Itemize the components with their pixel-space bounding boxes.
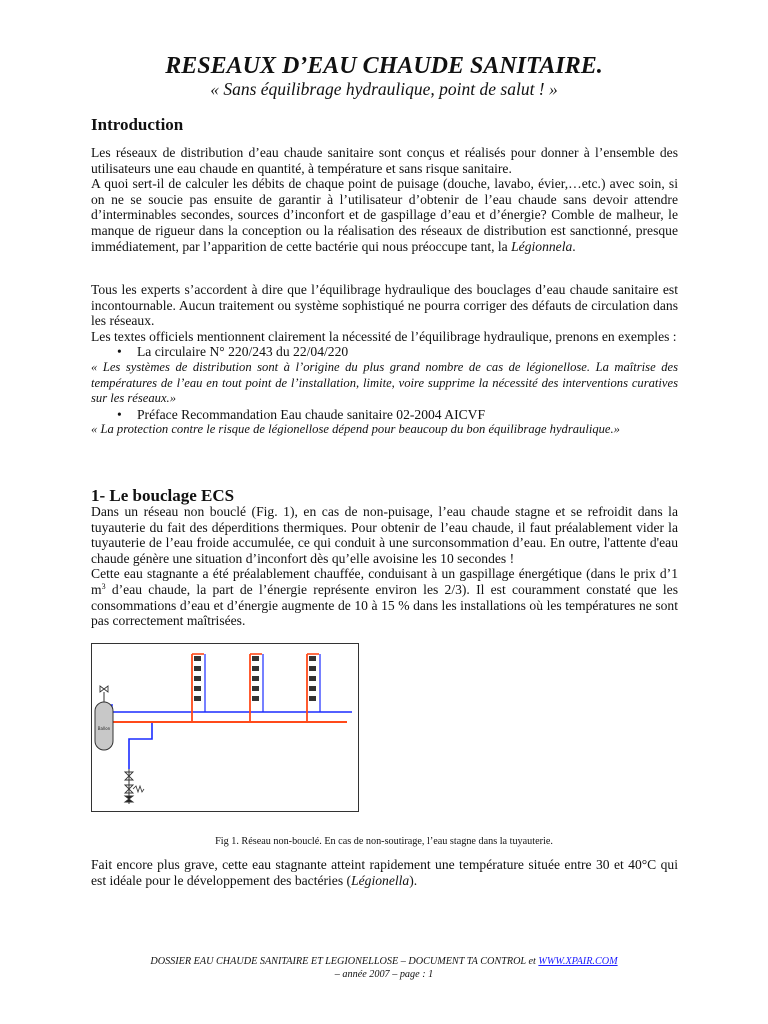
section1-paragraph-3-end: ). xyxy=(409,872,418,888)
tap-icon xyxy=(252,696,259,701)
intro-paragraph-4: Les textes officiels mentionnent clairement la nécessité de l’équilibrage hydraulique, prenons en exemples : xyxy=(91,328,677,344)
intro-paragraph-3: Tous les experts s’accordent à dire que l’équilibrage hydraulique des bouclages d’eau chaude sanitaire est incontournable. Aucun traitement ou système sophistiqué ne pourra corriger des défauts de circulation dans les réseaux. xyxy=(91,282,678,329)
intro-heading: Introduction xyxy=(91,115,184,134)
intro-paragraph-2 xyxy=(91,176,678,254)
intro-paragraph-1: Les réseaux de distribution d’eau chaude sanitaire sont conçus et réalisés pour donner à l’ensemble des utilisateurs une eau chaude en quantité, à température et sans risque sanitaire. xyxy=(91,145,678,176)
pressure-reducer-icon xyxy=(133,786,144,792)
section1-paragraph-2 xyxy=(91,566,678,628)
page-footer xyxy=(0,955,768,981)
footer-et: et xyxy=(528,956,539,967)
tap-icon xyxy=(309,676,316,681)
tap-column xyxy=(194,656,201,701)
footer-line-1 xyxy=(0,955,768,968)
tap-icon xyxy=(309,656,316,661)
tap-column xyxy=(252,656,259,701)
section1-paragraph-2-text: Cette eau stagnante a été préalablement chauffée, conduisant à un gaspillage énergétique (dans le prix d’1 m xyxy=(91,566,678,597)
page-title: RESEAUX D’EAU CHAUDE SANITAIRE. xyxy=(165,53,603,79)
tap-icon xyxy=(194,696,201,701)
section1-paragraph-2-rest: d’eau chaude, la part de l’énergie représente environ les 2/3). Il est couramment constaté que les consommations d’eau et d’énergie augmente de 10 à 15 % dans les installations où les températures ne sont pas correctement maîtrisées. xyxy=(91,581,678,629)
intro-text-block xyxy=(91,145,678,254)
check-valve-icon xyxy=(125,796,133,802)
tap-icon xyxy=(309,686,316,691)
tap-icon xyxy=(252,676,259,681)
bullet-quote: « Les systèmes de distribution sont à l’origine du plus grand nombre de cas de légionellose. La maîtrise des températures de l’eau en tout point de l’installation, limite, voire supprime la nécessité des interventions curatives sur les réseaux.» xyxy=(91,359,678,406)
bullet-label: La circulaire N° 220/243 du 22/04/220 xyxy=(137,344,349,360)
tap-icon xyxy=(194,686,201,691)
section-heading-bouclage: 1- Le bouclage ECS xyxy=(91,486,235,505)
footer-link[interactable]: WWW.XPAIR.COM xyxy=(538,956,618,967)
tap-icon xyxy=(194,666,201,671)
section1-paragraph-1: Dans un réseau non bouclé (Fig. 1), en cas de non-puisage, l’eau chaude stagne et se refroidit dans la tuyauterie du fait des déperditions thermiques. Pour obtenir de l’eau chaude, il faut préalablement vider la tuyauterie de l’eau froide accumulée, ce qui conduit à une surconsommation d’eau. En outre, l'attente d'eau chaude génère une situation d’inconfort dès qu’elle avoisine les 10 secondes ! xyxy=(91,504,678,566)
tap-icon xyxy=(252,686,259,691)
cubic-superscript: 3 xyxy=(101,581,106,591)
section1-paragraph-3 xyxy=(91,857,678,888)
section1-paragraph-3-text: Fait encore plus grave, cette eau stagnante atteint rapidement une température située entre 30 et 40°C qui est idéale pour le développement des bactéries ( xyxy=(91,857,678,888)
tap-icon xyxy=(194,676,201,681)
tap-icon xyxy=(309,666,316,671)
legionella-term-2: Légionella xyxy=(351,872,410,888)
intro-text-block-2 xyxy=(91,282,678,438)
tap-icon xyxy=(252,656,259,661)
section1-text-block-2 xyxy=(91,857,678,888)
intro-paragraph-2-text: A quoi sert-il de calculer les débits de chaque point de puisage (douche, lavabo, évier,…etc.) avec soin, si on ne se soucie pas ensuite de garantir à l’utilisateur d’obtenir de l’eau chaude sans devoir attendre d’interminables secondes, sources d’inconfort et de gaspillage d’eau et d’énergie? Comble de malheur, le manque de rigueur dans la conception ou la réalisation des réseaux de distribution est sanctionné, presque immédiatement, par l’apparition de cette bactérie qui nous préoccupe tant, la xyxy=(91,176,678,254)
network-diagram-figure xyxy=(91,643,359,812)
bullet-icon: • xyxy=(117,344,122,360)
hot-distribution-pipe xyxy=(112,722,347,724)
cold-feed-pipe xyxy=(129,722,152,769)
tank-label: Ballon xyxy=(97,726,111,731)
bullet-item xyxy=(91,407,678,423)
footer-line-2: – année 2007 – page : 1 xyxy=(334,969,434,980)
bullet-quote: « La protection contre le risque de légionellose dépend pour beaucoup du bon équilibrage hydraulique.» xyxy=(91,422,620,437)
tap-column xyxy=(309,656,316,701)
figure-caption: Fig 1. Réseau non-bouclé. En cas de non-soutirage, l’eau stagne dans la tuyauterie. xyxy=(215,836,553,847)
page-subtitle: « Sans équilibrage hydraulique, point de salut ! » xyxy=(210,79,558,99)
section1-text-block xyxy=(91,504,678,629)
bullet-item xyxy=(91,344,678,360)
legionella-term: Légionnela xyxy=(511,238,573,254)
non-looped-network-diagram xyxy=(92,644,358,811)
tap-icon xyxy=(252,666,259,671)
bullet-icon: • xyxy=(117,406,122,422)
safety-valve-icon xyxy=(100,686,108,692)
footer-text: DOSSIER EAU CHAUDE SANITAIRE ET LEGIONELLOSE – DOCUMENT TA CONTROL xyxy=(150,956,529,967)
tap-icon xyxy=(309,696,316,701)
bullet-label: Préface Recommandation Eau chaude sanitaire 02-2004 AICVF xyxy=(137,406,486,422)
tap-icon xyxy=(194,656,201,661)
intro-paragraph-2-end: . xyxy=(572,238,576,254)
cold-distribution-pipe xyxy=(112,704,352,712)
